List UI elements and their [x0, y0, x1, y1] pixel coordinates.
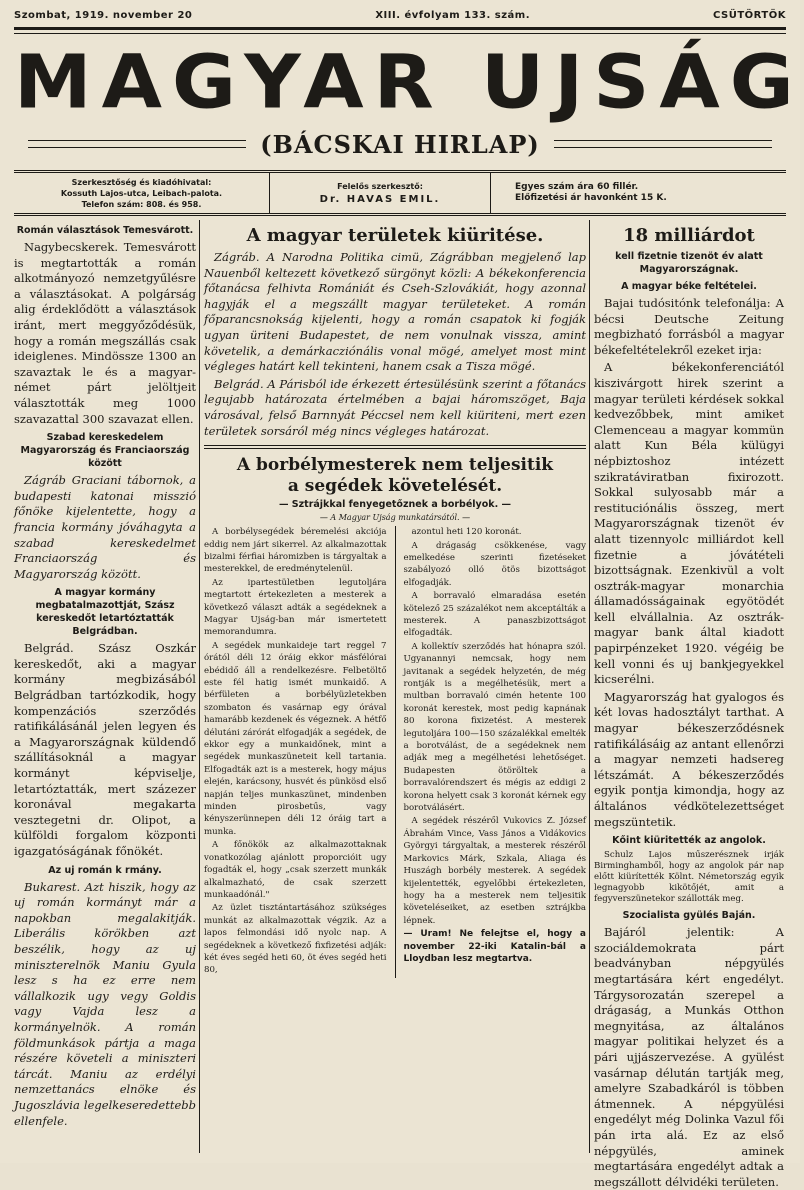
byline-barbers: — A Magyar Ujság munkatársától. —	[319, 513, 471, 523]
headline-barbers-1: A borbélymesterek nem teljesitik	[236, 455, 554, 476]
article-barbers-col-b	[404, 526, 587, 978]
headline-peace-terms: A magyar béke feltételei.	[621, 281, 757, 292]
column-rule-2	[589, 220, 590, 1153]
article-barbers-divider	[395, 526, 396, 978]
headline-free-trade: Szabad kereskedelem Magyarország és Franciaország között	[20, 432, 190, 470]
article-evacuation-2: Belgrád. A Párisból ide érkezett értesülésünk szerint a főtanács legujabb határozata értelmében a bajai háromszöget, Baja városával, felső Barnnyát Péccsel nem kell kiüriteni, mert ezen területek sorsáról még nincs végleges határozat.	[204, 376, 586, 438]
barbers-b-2: A borravaló elmaradása esetén kötelező 25 százalékot nem akceptálták a mesterek. A panaszbizottságot elfogadták.	[403, 591, 586, 639]
barbers-a-0: A borbélysegédek béremelési akciója eddig nem járt sikerrel. Az alkalmazottak bizalmi férfiai háromizben is tárgyaltak a mesterekkel, de eredménytelenül.	[204, 527, 387, 575]
headline-evacuation: A magyar területek kiüritése.	[246, 225, 544, 246]
headline-barbers-2: a segédek követelését.	[287, 476, 503, 497]
article-peace-terms-2: A békekonferenciától kiszivárgott hirek szerint a magyar területi kérdések sokkal kedvezőbbek, mint amiket Clemenceau a magyar kommün alatt Kun Béla külügyi népbiztoshoz intézett szikratáviratban fixirozott. Sokkal sulyosabb már a restituciónális összeg, mert Magyarországnak tizenöt év alatt tizennyolc milliárdot kell fizetnie a jóvátételi bizottságnak. Ezenkivül a volt osztrák-magyar monarchia államadósságainak egyötödét kell elvállalnia. Az osztrák-magyar bank által kiadott papirpénzeket 1920. végéig be kell vonni és uj bankjegyekkel kicserélni.	[594, 360, 784, 687]
masthead-subtitle: (BÁCSKAI HIRLAP)	[260, 129, 540, 159]
top-rule	[14, 27, 786, 30]
office-line-3: Telefon szám: 808. és 958.	[81, 199, 202, 209]
price-info	[491, 173, 786, 213]
office-info	[14, 173, 270, 213]
top-rule-thin	[14, 33, 786, 34]
barbers-b-1: A drágaság csökkenése, vagy emelkedése szerinti fizetéseket szabályozó olló ötös bizottságot elfogadják.	[403, 540, 586, 588]
barbers-a-1: Az ipartestületben legutoljára megtartott értekezleten a mesterek a következő választ adták a segédeknek a Magyar Ujság-ban már ismertetett memorandumra.	[204, 577, 387, 638]
editor-label: Felelős szerkesztő:	[337, 182, 423, 191]
barbers-b-0: azontul heti 120 koronát.	[411, 527, 522, 538]
column-left	[14, 220, 196, 1153]
subtitle-line-right	[554, 140, 772, 148]
headline-roman-elections: Román választások Temesvárott.	[16, 225, 194, 236]
kicker-barbers: — Sztrájkkal fenyegetőznek a borbélyok. —	[278, 499, 511, 511]
headline-18-billion: 18 milliárdot	[623, 225, 755, 246]
subtitle-line-left	[28, 140, 246, 148]
column-center	[204, 220, 586, 1153]
barbers-a-4: Az üzlet tisztántartásához szükséges munkát az alkalmazottak végzik. Az a lapos felmondási idő nyolc nap. A segédeknek a következő fixfizetési adják: két éves segéd heti 60, öt éves segéd heti 80,	[204, 903, 387, 976]
dateline	[14, 6, 786, 24]
editor-info	[270, 173, 491, 213]
editor-name: Dr. HAVAS EMIL.	[319, 194, 441, 205]
barbers-b-3: A kollektív szerződés hat hónapra szól. Ugyanannyi nemcsak, hogy nem javitanak a segédek helyzetén, de még rontják is a megélhetésük, mert a multban borravaló cimén hetente 100 koronát kerestek, most pedig kapnának 80 korona fixizetést. A mesterek legutoljára 100—150 százalékkal emelték a borotválást, de a segédeknek nem adják meg a megélhetési lehetőséget. Budapesten ötöröltek a borravalórendszert és mégis az eddigi 2 korona helyett csak 3 koronát kérnek egy borotválásért.	[403, 641, 586, 814]
subheadline-18-billion: kell fizetnie tizenöt év alatt Magyarországnak.	[615, 251, 763, 275]
subtitle-row	[14, 128, 786, 160]
office-line-2: Kossuth Lajos-utca, Leibach-palota.	[60, 188, 223, 198]
article-barbers-col-a	[204, 526, 387, 978]
article-barbers	[204, 526, 586, 978]
column-right	[594, 220, 784, 1189]
barbers-a-3: A főnökök az alkalmazottaknak vonatkozólag ajánlott proporcióit ugy fogadták el, hogy „csak szerzett munkák alkalmazható, de csak szerzett munkaadónál."	[204, 840, 387, 900]
date-left: Szombat, 1919. november 20	[14, 9, 193, 21]
masthead-title: MAGYAR UJSÁG	[14, 40, 804, 126]
article-cologne: Schulz Lajos műszerésznek irják Birminghamből, hogy az angolok pár nap előtt kiürítették Kölnt. Németország egyik legnagyobb kikötőjét, amit a fegyverszünetekor szállották meg.	[594, 850, 784, 905]
headline-new-romanian-government: Az uj román k rmány.	[48, 864, 162, 876]
price-line-1: Egyes szám ára 60 fillér.	[515, 182, 639, 192]
article-roman-elections: Nagybecskerek. Temesvárott is megtartották a román alkotmányozó nemzetgyűlésre a választásokat. A polgárság alig érdeklődött a választások iránt, mert meggyőződésük, hogy a román megszállás csak ideiglenes. Mindössze 1300 an szavaztak le és a magyar-német párt jelöltjeit választották meg 1000 szavazattal 300 szavazat ellen.	[14, 240, 196, 426]
column-rule-1	[199, 220, 200, 1153]
katalin-ball-notice: — Uram! Ne felejtse el, hogy a november 22-iki Katalin-bál a Lloydban lesz megtartva.	[403, 929, 586, 964]
article-free-trade: Zágráb Graciani tábornok, a budapesti katonai misszió főnöke kijelentette, hogy a francia kormány jóváhagyta a szabad kereskedelmet Franciaország és Magyarország között.	[14, 473, 196, 581]
headline-cologne: Kőint kiüritették az angolok.	[612, 835, 766, 847]
article-new-romanian-government: Bukarest. Azt hiszik, hogy az uj román kormányt már a napokban megalakitják. Liberális körökben azt beszélik, hogy az uj miniszterelnök Maniu Gyula lesz s ha ez erre nem vállalkozik ugy vegy Goldis vagy Vajda lesz a kormányelnök. A román földmunkások pártja a maga részére követeli a miniszteri tárcát. Maniu az erdélyi nemzettanács elnöke és Jugoszlávia legelkeseredettebb ellenfele.	[14, 879, 196, 1128]
article-szasz-arrest: Belgrád. Szász Oszkár kereskedőt, aki a magyar kormány megbizásából Belgrádban tartózkodik, hogy kompenzációs szerződés ratifikálásánál jelen legyen és a Magyarországnak küldendő szállításoknál a magyar kormányt képviselje, letartóztatták, mert százezer koronával megakarta vesztegetni dr. Olipot, a külföldi forgalom központi igazgatóságának főnökét.	[14, 641, 196, 858]
article-socialist-rally: Bajáról jelentik: A szociáldemokrata párt beadványban népgyülés megtartására kért engedélyt. Tárgysorozatán szerepel a drágaság, a Munkás Otthon megnyitása, az általános magyar politikai helyzet és a pári ujjászervezése. A gyülést vasárnap délután tartják meg, amelyre Szabadkáról is többen átmennek. A népgyülési engedélyt még Dolinka Vazul fői pán irta alá. Ez az első népgyülés, aminek megtartására engedélyt adtak a megszállott délvidéki területen.	[594, 925, 784, 1189]
article-evacuation-1: Zágráb. A Narodna Politika cimü, Zágrábban megjelenő lap Nauenből keltezett következő sürgönyt közli: A békekonferencia főtanácsa felhivta Romániát és Cseh-Szlovákiát, hogy azonnal hagyják el a megszállt magyar területeket. A román főparancsnokság kijelenti, hogy a román csapatok ki fogják ugyan üriteni Budapestet, de nem vonulnak vissza, amint követelik, a demárkacziónális vonal mögé, amelyet most mint végleges határt kell tekinteni, hanem csak a Tisza mögé.	[204, 250, 586, 374]
weekday: CSÜTÖRTÖK	[712, 9, 786, 21]
barbers-b-4: A segédek részéről Vukovics Z. József Ábrahám Vince, Vass János a Vidákovics Györgyi tárgyaltak, a mesterek részéről Markovics Márk, Szkala, Aliaga és Huszágh borbély mesterek. A segédek kijelentették, egyelőbbi értekezleten, hogy ha a mesterek nem teljesitik követeléseiket, az esetben sztrájkba lépnek.	[403, 816, 586, 926]
barbers-a-2: A segédek munkaideje tart reggel 7 órától déli 12 óráig ekkor másfélórai ebédidő áll a rendelkezésre. Felbetöltő este fél hatig ismét munkaidő. A bérfületen a borbélyüzletekben szombaton és vasárnap egy órával hamarább kezdenek és végeznek. A hétfő délutáni zárórát elfogadják a segédek, de ekkor egy a munkaidőnek, mint a segédek munkaszüneteit kell tartania. Elfogadták azt is a mesterek, hogy május elején, karácsony, husvét és pünkösd első napján teljes munkaszünet, mindenben minden pirosbetűs, vagy kényszerünnepen déli 12 óráig tart a munka.	[204, 640, 387, 837]
masthead-infobox	[14, 170, 786, 216]
article-peace-terms-3: Magyarország hat gyalogos és két lovas hadosztályt tarthat. A magyar békeszerződésnek ratifikálásáig az antant ellenőrzi a magyar nemzeti hadsereg létszámát. A békeszerződés egyik pontja kimondja, hogy az általános védkötelezettséget megszüntetik.	[594, 689, 784, 829]
price-line-2: Előfizetési ár havonként 15 K.	[515, 193, 667, 203]
issue-number: XIII. évfolyam 133. szám.	[375, 9, 531, 21]
article-peace-terms-1: Bajai tudósitónk telefonálja: A bécsi Deutsche Zeitung megbizható forrásból a magyar békefeltételekről ezeket irja:	[594, 296, 784, 357]
office-line-1: Szerkesztőség és kiadóhivatal:	[71, 177, 212, 187]
headline-szasz-arrest: A magyar kormány megbatalmazottját, Szász kereskedőt letartóztatták Belgrádban.	[35, 587, 175, 638]
headline-socialist-rally: Szocialista gyülés Baján.	[622, 910, 756, 922]
section-divider	[204, 445, 586, 449]
